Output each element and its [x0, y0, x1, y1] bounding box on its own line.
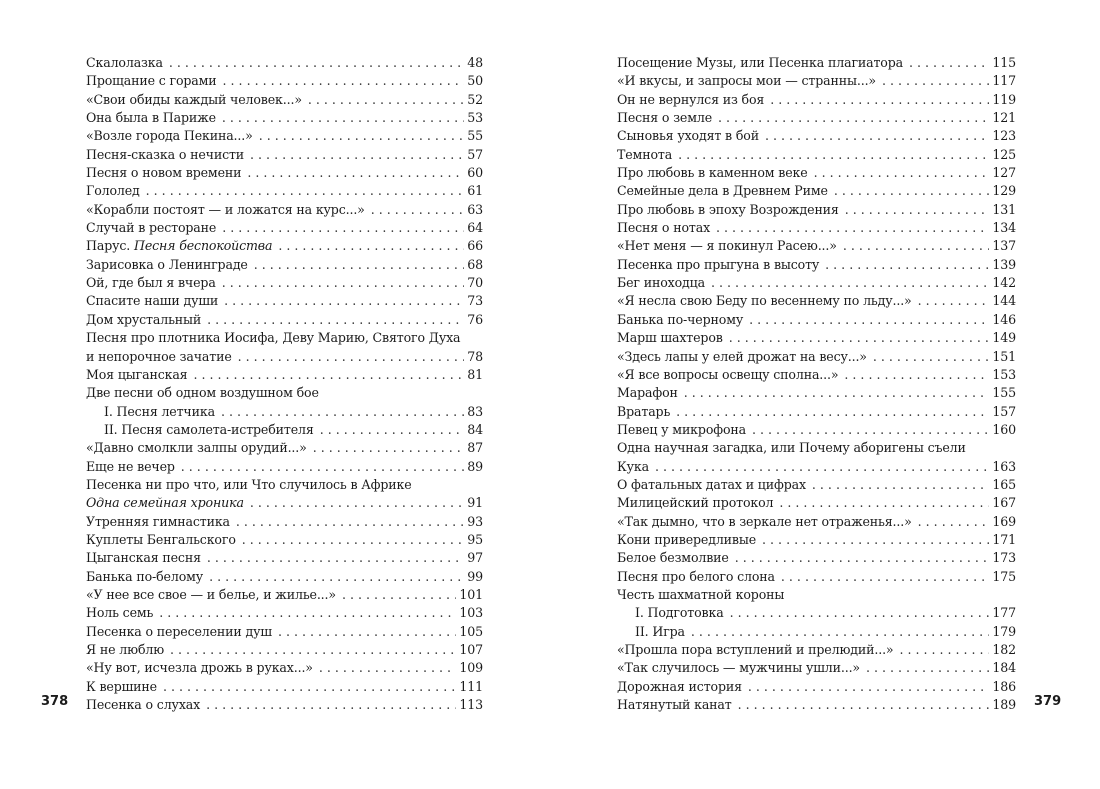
dot-leader — [250, 146, 464, 164]
dot-leader — [313, 439, 465, 457]
toc-entry-page-number: 146 — [992, 311, 1016, 327]
toc-entry-title: Песенка ни про что, или Что случилось в Африке — [86, 476, 412, 492]
toc-entry-title: О фатальных датах и цифрах — [617, 476, 806, 492]
toc-entry — [86, 513, 483, 531]
toc-entry-page-number: 151 — [992, 348, 1016, 364]
toc-entry-page-number: 144 — [992, 293, 1016, 309]
toc-entry-page-number: 129 — [992, 183, 1016, 199]
toc-entry-page-number: 163 — [992, 458, 1016, 474]
toc-entry-title: II. Песня самолета-истребителя — [104, 421, 314, 437]
toc-entry-page-number: 149 — [992, 330, 1016, 346]
toc-entry-title: Банька по-черному — [617, 311, 744, 327]
toc-entry-title: Одна научная загадка, или Почему аборигены съели — [617, 440, 966, 456]
toc-entry-title: «Я все вопросы освещу сполна...» — [617, 366, 839, 382]
toc-entry — [617, 256, 1016, 274]
toc-entry — [617, 182, 1016, 200]
toc-entry — [617, 439, 1016, 457]
toc-entry-title: Прощание с горами — [86, 73, 217, 89]
toc-entry — [86, 678, 483, 696]
toc-entry-title: Белое безмолвие — [617, 550, 729, 566]
dot-leader — [844, 366, 989, 384]
toc-entry-page-number: 99 — [467, 568, 483, 584]
toc-entry-title: Ноль семь — [86, 605, 154, 621]
dot-leader — [169, 54, 464, 72]
toc-entry-title: Сыновья уходят в бой — [617, 128, 759, 144]
toc-entry — [617, 678, 1016, 696]
toc-entry — [617, 329, 1016, 347]
toc-entry-title: Я не люблю — [86, 642, 165, 657]
dot-leader — [278, 237, 464, 255]
dot-leader — [221, 403, 464, 421]
toc-entry-page-number: 55 — [467, 128, 483, 144]
toc-entry-title: Куплеты Бенгальского — [86, 531, 236, 547]
dot-leader — [684, 384, 990, 402]
dot-leader — [242, 531, 465, 549]
toc-entry-title: «И вкусы, и запросы мои — странны...» — [617, 73, 876, 89]
toc-entry-page-number: 131 — [992, 201, 1016, 217]
dot-leader — [222, 219, 464, 237]
toc-entry-title: «Я несла свою Беду по весеннему по льду...» — [617, 293, 912, 309]
toc-entry — [86, 219, 483, 237]
toc-entry-page-number: 53 — [467, 110, 483, 126]
toc-entry-page-number: 107 — [459, 642, 483, 657]
toc-entry — [617, 237, 1016, 255]
toc-entry-page-number: 73 — [467, 293, 483, 309]
toc-entry-page-number: 109 — [459, 660, 483, 676]
toc-entry-page-number: 123 — [992, 128, 1016, 144]
toc-entry-title: I. Подготовка — [635, 605, 724, 621]
toc-entry-page-number: 113 — [459, 697, 483, 713]
toc-entry-page-number: 157 — [992, 403, 1016, 419]
toc-entry — [86, 586, 483, 604]
toc-entry — [617, 366, 1016, 384]
dot-leader — [238, 348, 465, 366]
dot-leader — [181, 458, 464, 476]
toc-entry-page-number: 48 — [467, 55, 483, 70]
dot-leader — [735, 549, 990, 567]
dot-leader — [319, 659, 457, 677]
toc-entry-page-number: 165 — [992, 476, 1016, 492]
toc-entry-title: «Возле города Пекина...» — [86, 128, 253, 144]
toc-entry — [86, 384, 483, 402]
toc-entry — [86, 311, 483, 329]
toc-entry-page-number: 127 — [992, 165, 1016, 181]
toc-entry-title: Вратарь — [617, 403, 671, 419]
toc-entry-page-number: 103 — [459, 605, 483, 621]
toc-entry-page-number: 93 — [467, 513, 483, 529]
dot-leader — [843, 237, 990, 255]
dot-leader — [222, 109, 464, 127]
toc-entry — [86, 623, 483, 641]
dot-leader — [899, 641, 989, 659]
toc-entry-title: II. Игра — [635, 623, 685, 639]
dot-leader — [873, 348, 990, 366]
toc-entry-title: «У нее все свое — и белье, и жилье...» — [86, 586, 336, 602]
toc-entry-page-number: 57 — [467, 146, 483, 162]
toc-entry — [617, 549, 1016, 567]
toc-entry-title: К вершине — [86, 678, 157, 694]
dot-leader — [909, 54, 989, 72]
toc-entry-page-number: 81 — [467, 366, 483, 382]
toc-entry-page-number: 78 — [467, 348, 483, 364]
toc-entry — [86, 476, 483, 494]
toc-entry — [617, 219, 1016, 237]
dot-leader — [209, 568, 464, 586]
toc-entry-title: Две песни об одном воздушном бое — [86, 385, 319, 401]
dot-leader — [308, 91, 464, 109]
toc-entry-title: Моя цыганская — [86, 366, 188, 382]
toc-entry-page-number: 137 — [992, 238, 1016, 254]
toc-entry-title: Еще не вечер — [86, 458, 175, 474]
dot-leader — [918, 513, 990, 531]
dot-leader — [812, 476, 989, 494]
toc-entry-title: Песня о земле — [617, 110, 713, 126]
toc-entry — [617, 623, 1016, 641]
toc-entry-title: «Здесь лапы у елей дрожат на весу...» — [617, 348, 867, 364]
toc-entry-page-number: 119 — [992, 91, 1016, 107]
toc-entry-page-number: 70 — [467, 275, 483, 291]
toc-entry-title: Дорожная история — [617, 678, 742, 694]
toc-entry-title: Спасите наши души — [86, 293, 219, 309]
toc-entry-title: Песенка про прыгуна в высоту — [617, 256, 820, 272]
toc-entry — [617, 109, 1016, 127]
toc-entry-page-number: 60 — [467, 165, 483, 181]
toc-entry — [617, 164, 1016, 182]
dot-leader — [676, 403, 989, 421]
toc-entry-title: Кони привередливые — [617, 531, 757, 547]
toc-entry-title: Банька по-белому — [86, 568, 204, 584]
toc-entry — [617, 568, 1016, 586]
toc-entry — [617, 421, 1016, 439]
toc-entry-page-number: 87 — [467, 440, 483, 456]
toc-entry-title: Скалолазка — [86, 55, 163, 70]
toc-entry-page-number: 169 — [992, 513, 1016, 529]
toc-entry-title: Марш шахтеров — [617, 330, 723, 346]
toc-entry — [86, 641, 483, 659]
toc-entry — [617, 127, 1016, 145]
toc-entry-title: «Свои обиды каждый человек...» — [86, 91, 302, 107]
toc-entry-title: Певец у микрофона — [617, 421, 746, 437]
toc-entry — [86, 292, 483, 310]
dot-leader — [730, 604, 990, 622]
right-page-number: 379 — [1034, 694, 1062, 709]
dot-leader — [762, 531, 989, 549]
toc-entry-page-number: 63 — [467, 201, 483, 217]
toc-entry-title: Он не вернулся из боя — [617, 91, 765, 107]
toc-entry-page-number: 171 — [992, 531, 1016, 547]
toc-entry — [617, 494, 1016, 512]
toc-entry-title: Зарисовка о Ленинграде — [86, 256, 248, 272]
toc-entry — [617, 201, 1016, 219]
toc-entry-page-number: 134 — [992, 220, 1016, 236]
dot-leader — [834, 182, 990, 200]
dot-leader — [236, 513, 464, 531]
toc-entry-page-number: 177 — [992, 605, 1016, 621]
toc-entry-title: Песенка о слухах — [86, 697, 201, 713]
toc-entry — [617, 604, 1016, 622]
toc-entry-title: Песня-сказка о нечисти — [86, 146, 245, 162]
toc-entry-title: Милицейский протокол — [617, 495, 774, 511]
toc-entry-title: Утренняя гимнастика — [86, 513, 230, 529]
dot-leader — [814, 164, 990, 182]
toc-entry — [86, 439, 483, 457]
toc-entry-page-number: 66 — [467, 238, 483, 254]
toc-entry-page-number: 84 — [467, 421, 483, 437]
toc-entry — [617, 696, 1016, 714]
toc-entry — [617, 348, 1016, 366]
dot-leader — [159, 604, 456, 622]
toc-entry-title: и непорочное зачатие — [86, 348, 232, 364]
toc-entry-page-number: 160 — [992, 421, 1016, 437]
toc-entry — [86, 72, 483, 90]
dot-leader — [207, 311, 464, 329]
dot-leader — [845, 201, 990, 219]
toc-entry-page-number: 139 — [992, 256, 1016, 272]
toc-entry — [617, 72, 1016, 90]
dot-leader — [371, 201, 465, 219]
toc-entry — [86, 329, 483, 347]
toc-entry — [617, 274, 1016, 292]
toc-entry-page-number: 189 — [992, 697, 1016, 713]
dot-leader — [882, 72, 989, 90]
dot-leader — [678, 146, 989, 164]
toc-entry-title: Про любовь в каменном веке — [617, 165, 808, 181]
dot-leader — [259, 127, 465, 145]
toc-entry — [86, 494, 483, 512]
dot-leader — [146, 182, 465, 200]
toc-entry — [617, 641, 1016, 659]
dot-leader — [779, 494, 989, 512]
toc-entry-page-number: 125 — [992, 146, 1016, 162]
toc-entry-page-number: 64 — [467, 220, 483, 236]
toc-entry — [86, 458, 483, 476]
toc-entry-page-number: 91 — [467, 495, 483, 511]
toc-entry — [86, 531, 483, 549]
dot-leader — [748, 678, 990, 696]
toc-entry-title: Кука — [617, 458, 649, 474]
toc-entry-page-number: 184 — [992, 660, 1016, 676]
toc-entry-title: I. Песня летчика — [104, 403, 215, 419]
toc-entry-title: Цыганская песня — [86, 550, 201, 566]
toc-entry-page-number: 52 — [467, 91, 483, 107]
toc-entry — [86, 182, 483, 200]
dot-leader — [765, 127, 989, 145]
toc-entry — [617, 513, 1016, 531]
toc-entry-page-number: 167 — [992, 495, 1016, 511]
toc-entry — [86, 54, 483, 72]
toc-entry — [86, 659, 483, 677]
dot-leader — [278, 623, 456, 641]
dot-leader — [781, 568, 989, 586]
toc-entry — [617, 292, 1016, 310]
toc-entry-page-number: 115 — [992, 55, 1016, 70]
toc-entry-page-number: 105 — [459, 623, 483, 639]
toc-entry-title: Натянутый канат — [617, 697, 732, 713]
toc-entry — [86, 146, 483, 164]
toc-entry — [617, 54, 1016, 72]
toc-entry-title: Песня про белого слона — [617, 568, 775, 584]
dot-leader — [224, 292, 464, 310]
toc-entry-subtitle: Песня беспокойства — [133, 238, 273, 254]
dot-leader — [223, 72, 465, 90]
toc-entry-page-number: 101 — [459, 586, 483, 602]
dot-leader — [170, 641, 456, 659]
toc-entry-page-number: 121 — [992, 110, 1016, 126]
toc-entry — [86, 348, 483, 366]
toc-entry — [86, 549, 483, 567]
toc-entry-page-number: 142 — [992, 275, 1016, 291]
toc-entry-page-number: 155 — [992, 385, 1016, 401]
toc-entry — [86, 421, 483, 439]
dot-leader — [729, 329, 990, 347]
toc-entry-page-number: 175 — [992, 568, 1016, 584]
dot-leader — [918, 292, 990, 310]
toc-entry-page-number: 111 — [459, 678, 483, 694]
toc-entry — [86, 366, 483, 384]
toc-entry-page-number: 68 — [467, 256, 483, 272]
toc-entry — [86, 127, 483, 145]
dot-leader — [193, 366, 464, 384]
dot-leader — [718, 109, 989, 127]
toc-entry — [617, 659, 1016, 677]
toc-entry-title: «Так дымно, что в зеркале нет отраженья...» — [617, 513, 912, 529]
toc-entry-title: Дом хрустальный — [86, 311, 202, 327]
toc-entry-title: «Ну вот, исчезла дрожь в руках...» — [86, 660, 313, 676]
toc-entry-title: Она была в Париже — [86, 110, 216, 126]
dot-leader — [752, 421, 989, 439]
dot-leader — [691, 623, 989, 641]
toc-entry-page-number: 76 — [467, 311, 483, 327]
toc-entry — [617, 384, 1016, 402]
dot-leader — [222, 274, 465, 292]
toc-entry-page-number: 95 — [467, 531, 483, 547]
toc-entry-title: «Прошла пора вступлений и прелюдий...» — [617, 642, 894, 657]
toc-entry — [86, 256, 483, 274]
toc-entry-title: Песня о нотах — [617, 220, 711, 236]
toc-entry-title: Песня о новом времени — [86, 165, 242, 181]
dot-leader — [163, 678, 456, 696]
toc-entry-subtitle: Одна семейная хроника — [86, 495, 244, 511]
dot-leader — [716, 219, 989, 237]
dot-leader — [866, 659, 989, 677]
toc-entry-title: Песня про плотника Иосифа, Деву Марию, Святого Духа — [86, 330, 461, 346]
toc-entry-title: Случай в ресторане — [86, 220, 217, 236]
toc-entry — [86, 201, 483, 219]
toc-entry-page-number: 83 — [467, 403, 483, 419]
dot-leader — [207, 549, 464, 567]
toc-entry-page-number: 89 — [467, 458, 483, 474]
left-page-contents — [86, 54, 483, 714]
toc-entry — [617, 458, 1016, 476]
toc-entry — [86, 237, 483, 255]
toc-entry — [86, 403, 483, 421]
toc-entry-page-number: 186 — [992, 678, 1016, 694]
toc-entry-page-number: 179 — [992, 623, 1016, 639]
dot-leader — [770, 91, 989, 109]
dot-leader — [655, 458, 989, 476]
toc-entry-title: «Давно смолкли залпы орудий...» — [86, 440, 307, 456]
toc-entry-title: Гололед — [86, 183, 140, 199]
toc-entry — [86, 274, 483, 292]
dot-leader — [250, 494, 464, 512]
toc-entry — [86, 696, 483, 714]
toc-entry-page-number: 117 — [992, 73, 1016, 89]
toc-entry-title: Парус. — [86, 238, 131, 254]
toc-entry — [86, 91, 483, 109]
toc-entry-title: Темнота — [617, 146, 673, 162]
toc-entry — [86, 604, 483, 622]
toc-entry — [617, 476, 1016, 494]
toc-entry — [617, 146, 1016, 164]
toc-entry-page-number: 153 — [992, 366, 1016, 382]
dot-leader — [749, 311, 989, 329]
toc-entry-page-number: 182 — [992, 642, 1016, 657]
toc-entry-title: Семейные дела в Древнем Риме — [617, 183, 828, 199]
toc-entry — [86, 164, 483, 182]
toc-entry — [86, 109, 483, 127]
dot-leader — [825, 256, 989, 274]
toc-entry — [617, 91, 1016, 109]
toc-entry-title: Посещение Музы, или Песенка плагиатора — [617, 55, 904, 70]
toc-entry-page-number: 173 — [992, 550, 1016, 566]
right-page-contents — [617, 54, 1016, 714]
toc-entry-title: «Нет меня — я покинул Расею...» — [617, 238, 837, 254]
dot-leader — [342, 586, 456, 604]
toc-entry-page-number: 97 — [467, 550, 483, 566]
dot-leader — [711, 274, 989, 292]
toc-entry-title: Ой, где был я вчера — [86, 275, 216, 291]
toc-entry — [617, 403, 1016, 421]
dot-leader — [738, 696, 990, 714]
dot-leader — [320, 421, 465, 439]
left-page-number: 378 — [41, 694, 69, 709]
dot-leader — [254, 256, 465, 274]
toc-entry-page-number: 61 — [467, 183, 483, 199]
toc-entry-title: Бег иноходца — [617, 275, 705, 291]
toc-entry-page-number: 50 — [467, 73, 483, 89]
toc-entry — [617, 586, 1016, 604]
toc-entry-title: «Так случилось — мужчины ушли...» — [617, 660, 860, 676]
toc-entry — [617, 311, 1016, 329]
toc-entry — [617, 531, 1016, 549]
toc-entry-title: Честь шахматной короны — [617, 586, 785, 602]
toc-entry-title: Песенка о переселении душ — [86, 623, 272, 639]
dot-leader — [206, 696, 456, 714]
toc-entry-title: «Корабли постоят — и ложатся на курс...» — [86, 201, 365, 217]
toc-entry-title: Про любовь в эпоху Возрождения — [617, 201, 839, 217]
toc-entry — [86, 568, 483, 586]
dot-leader — [247, 164, 464, 182]
toc-entry-title: Марафон — [617, 385, 678, 401]
